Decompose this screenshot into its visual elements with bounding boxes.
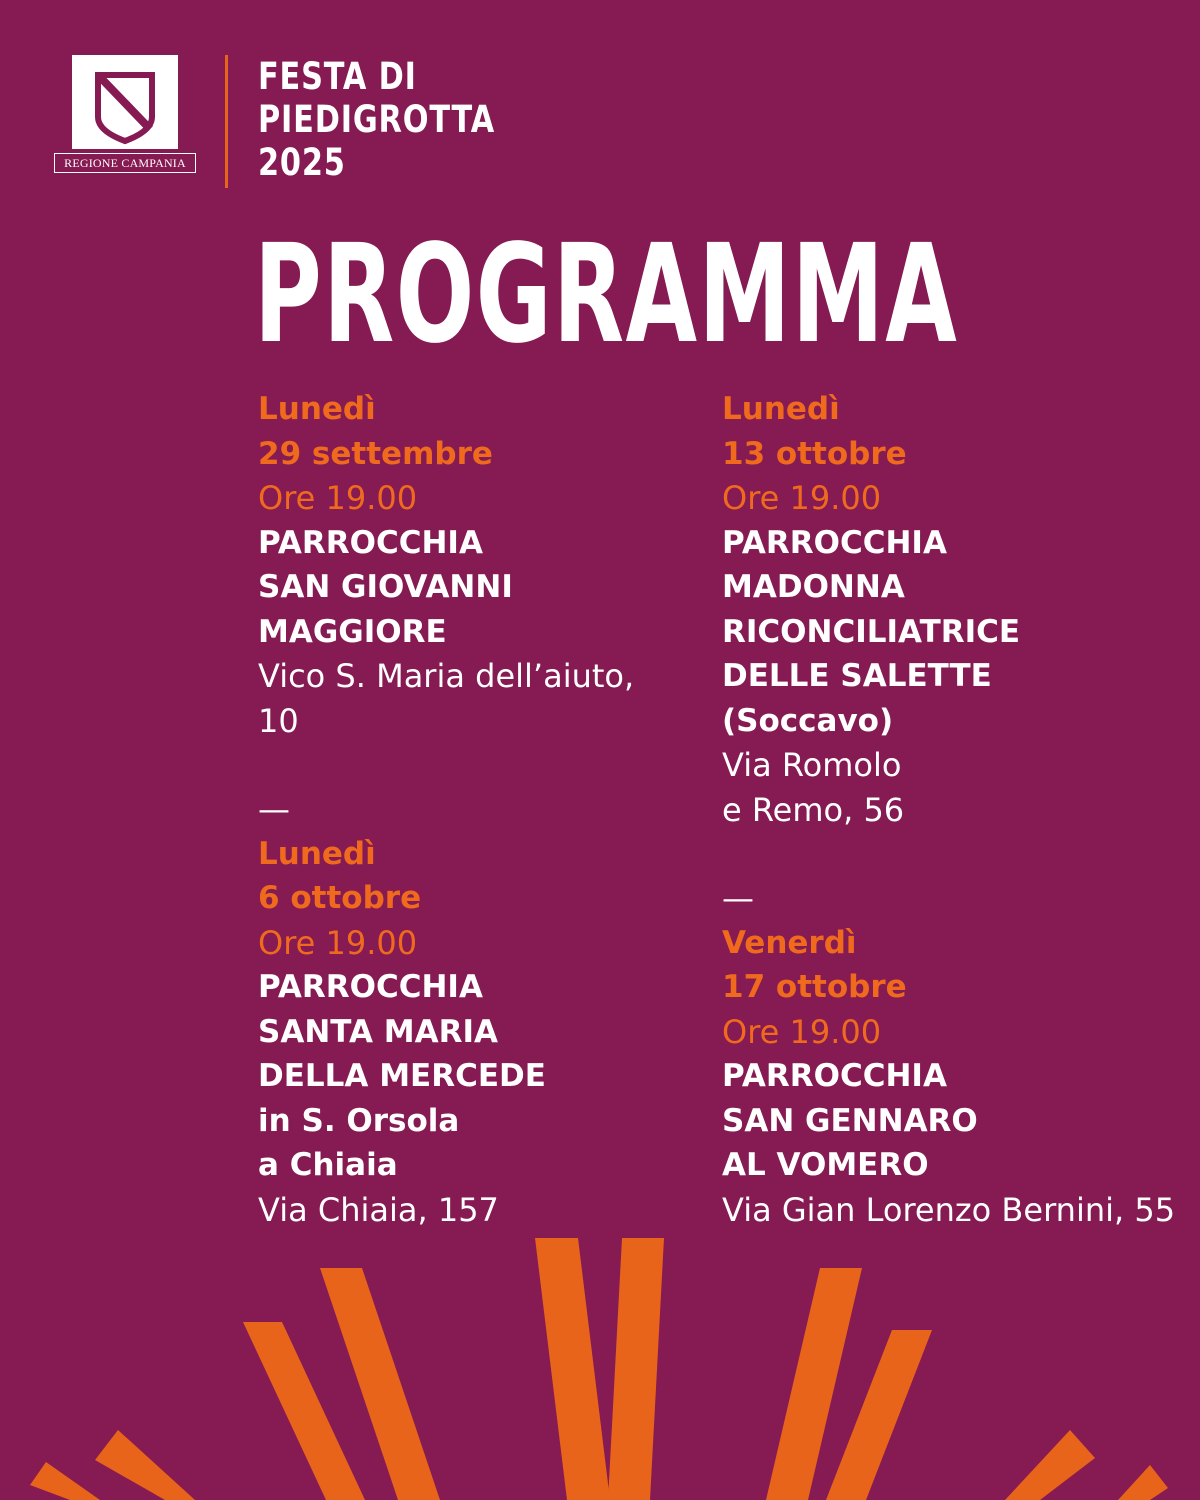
event-item xyxy=(258,387,634,743)
regione-campania-logo xyxy=(54,55,196,175)
event-item xyxy=(722,387,1175,832)
event-time: Ore 19.00 xyxy=(258,923,418,962)
event-place: PARROCCHIA xyxy=(722,1058,947,1094)
event-item xyxy=(722,921,1175,1233)
event-address: Vico S. Maria dell’aiuto, xyxy=(258,657,635,695)
ray-shape xyxy=(826,1330,932,1500)
event-place: RICONCILIATRICE xyxy=(722,613,1021,650)
festa-title xyxy=(258,55,495,184)
event-place: PARROCCHIA xyxy=(258,969,483,1005)
event-place: AL VOMERO xyxy=(722,1147,929,1183)
event-address: Via Chiaia, 157 xyxy=(258,1190,499,1229)
ray-shape xyxy=(535,1238,610,1500)
event-date: 17 ottobre xyxy=(722,969,907,1005)
decorative-rays xyxy=(0,1230,1200,1500)
event-time: Ore 19.00 xyxy=(258,479,418,517)
event-place: MAGGIORE xyxy=(258,613,447,650)
coat-of-arms-icon xyxy=(54,55,196,151)
ray-shape xyxy=(243,1322,365,1500)
event-date: 29 settembre xyxy=(258,435,493,472)
program-column-right xyxy=(722,387,1175,1232)
event-place: MADONNA xyxy=(722,569,905,605)
event-item xyxy=(258,832,634,1233)
ray-shape xyxy=(608,1238,664,1500)
ray-shape xyxy=(30,1462,100,1500)
event-date: 13 ottobre xyxy=(722,435,907,472)
event-day: Lunedì xyxy=(258,835,376,872)
event-place: DELLE SALETTE xyxy=(722,658,992,694)
festa-line: PIEDIGROTTA xyxy=(258,98,496,141)
event-place: in S. Orsola xyxy=(258,1102,460,1139)
logo-label: REGIONE CAMPANIA xyxy=(54,153,196,173)
page-title: PROGRAMMA xyxy=(254,216,959,374)
festa-line: FESTA DI xyxy=(258,55,417,98)
event-place: SANTA MARIA xyxy=(258,1013,499,1050)
event-place: SAN GIOVANNI xyxy=(258,569,513,605)
ray-shape xyxy=(1005,1430,1095,1500)
event-time: Ore 19.00 xyxy=(722,479,882,517)
event-place: (Soccavo) xyxy=(722,702,894,739)
event-address: Via Romolo xyxy=(722,746,902,784)
event-address: e Remo, 56 xyxy=(722,790,905,829)
event-day: Lunedì xyxy=(258,391,376,427)
event-place: PARROCCHIA xyxy=(722,524,947,561)
event-date: 6 ottobre xyxy=(258,880,422,916)
event-separator: — xyxy=(722,879,754,917)
event-place: a Chiaia xyxy=(258,1147,398,1183)
ray-shape xyxy=(95,1430,195,1500)
event-day: Lunedì xyxy=(722,391,840,427)
festa-year: 2025 xyxy=(258,141,346,184)
event-address: Via Gian Lorenzo Bernini, 55 xyxy=(722,1190,1176,1229)
event-day: Venerdì xyxy=(722,924,857,961)
event-place: DELLA MERCEDE xyxy=(258,1058,546,1094)
ray-shape xyxy=(1118,1465,1168,1500)
event-place: SAN GENNARO xyxy=(722,1102,978,1139)
header-divider xyxy=(225,55,228,188)
event-address: 10 xyxy=(258,701,299,740)
event-place: PARROCCHIA xyxy=(258,524,483,561)
program-column-left xyxy=(258,387,634,1232)
event-time: Ore 19.00 xyxy=(722,1012,882,1051)
event-separator: — xyxy=(258,790,290,828)
